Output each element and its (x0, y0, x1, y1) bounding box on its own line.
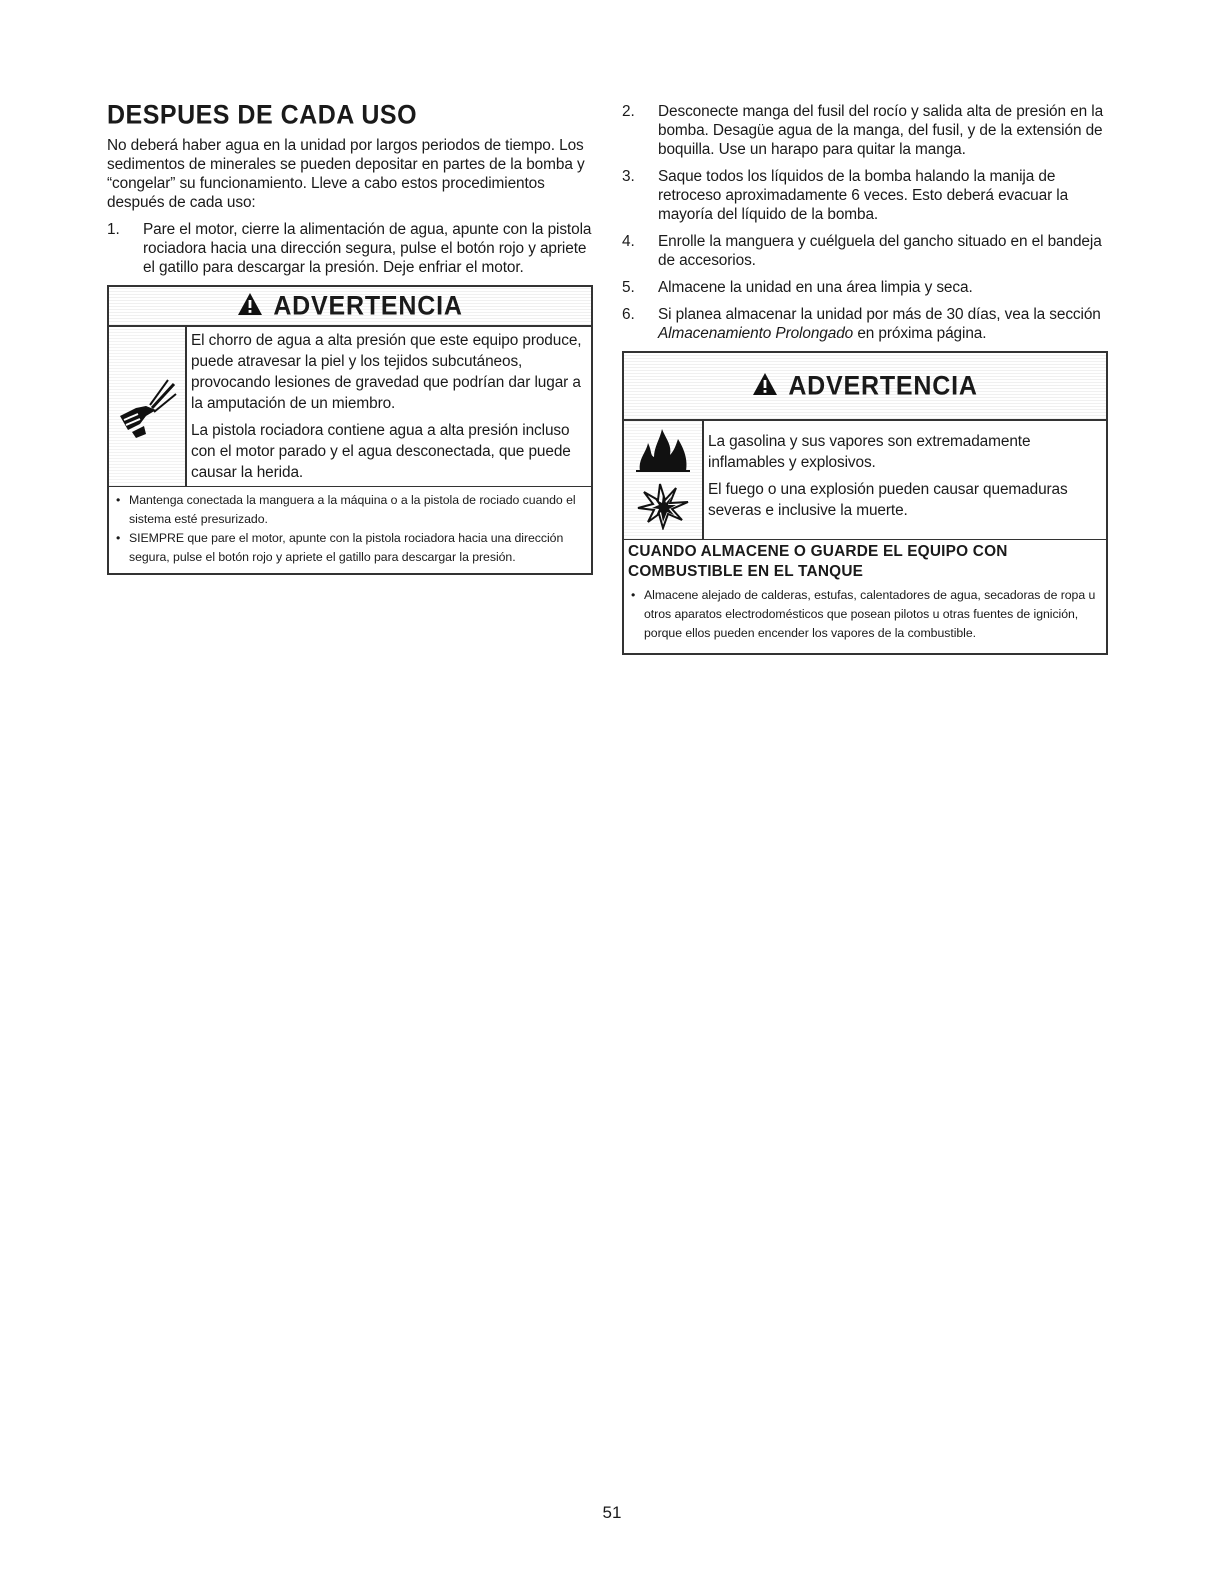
list-item: • SIEMPRE que pare el motor, apunte con la pistola rociadora hacia una dirección segura, pulse el botón rojo y apriete el gatillo para descargar la presión. (115, 529, 585, 567)
fuel-warning-box (622, 351, 1108, 655)
explosion-hazard-icon (634, 478, 692, 535)
warning-triangle-icon (752, 372, 778, 401)
step-number: 2. (622, 103, 635, 120)
warning-header (109, 287, 591, 327)
list-item (622, 305, 1108, 343)
warning-bullets (109, 487, 591, 573)
warning-text (187, 327, 591, 486)
warning-paragraph: La gasolina y sus vapores son extremadamente inflamables y explosivos. (708, 433, 1031, 471)
step-text-emphasis: Almacenamiento Prolongado (658, 325, 854, 342)
warning-title: ADVERTENCIA (273, 290, 463, 321)
warning-bullets (624, 582, 1106, 653)
fuel-storage-subheading: CUANDO ALMACENE O GUARDE EL EQUIPO CON COMBUSTIBLE EN EL TANQUE (628, 543, 1008, 580)
step-number: 4. (622, 233, 635, 250)
list-item: • Mantenga conectada la manguera a la máquina o a la pistola de rociado cuando el sistema esté presurizado. (115, 491, 585, 529)
list-item (107, 220, 593, 277)
list-item (622, 102, 1108, 159)
step-text-pre: Si planea almacenar la unidad por más de 30 días, vea la sección (658, 306, 1101, 323)
step-text: Almacene la unidad en una área limpia y seca. (658, 279, 973, 296)
step-number: 6. (622, 306, 635, 323)
step-text: Saque todos los líquidos de la bomba halando la manija de retroceso aproximadamente 6 veces. Esto deberá evacuar la mayoría del líquido de la bomba. (658, 168, 1069, 223)
warning-paragraph: La pistola rociadora contiene agua a alta presión incluso con el motor parado y el agua desconectada, que puede causar la herida. (191, 422, 571, 481)
list-item: • Almacene alejado de calderas, estufas, calentadores de agua, secadoras de ropa u otros aparatos electrodomésticos que posean pilotos u otras fuentes de ignición, porque ellos pueden encender los vapores de la combustible. (630, 586, 1100, 643)
right-column (622, 102, 1108, 655)
warning-text (704, 421, 1106, 539)
high-pressure-spray-hazard-icon (109, 327, 187, 486)
steps-list-right (622, 102, 1108, 343)
step-number: 5. (622, 279, 635, 296)
step-text-post: en próxima página. (853, 325, 987, 342)
step-text: Enrolle la manguera y cuélguela del gancho situado en el bandeja de accesorios. (658, 233, 1102, 269)
warning-paragraph: El fuego o una explosión pueden causar quemaduras severas e inclusive la muerte. (708, 481, 1068, 519)
hazard-icons (624, 421, 704, 539)
fire-hazard-icon (634, 425, 692, 478)
step-text: Desconecte manga del fusil del rocío y salida alta de presión en la bomba. Desagüe agua de la manga, del fusil, y de la extensión de boquilla. Use un harapo para quitar la manga. (658, 103, 1104, 158)
list-item (622, 167, 1108, 224)
step-number: 1. (107, 221, 120, 238)
warning-paragraph: El chorro de agua a alta presión que este equipo produce, puede atravesar la piel y los tejidos subcutáneos, provocando lesiones de gravedad que podrían dar lugar a la amputación de un miembro. (191, 332, 582, 412)
warning-header (624, 353, 1106, 421)
list-item (622, 232, 1108, 270)
warning-body (109, 327, 591, 487)
warning-triangle-icon (237, 292, 263, 321)
list-item (622, 278, 1108, 297)
high-pressure-warning-box (107, 285, 593, 575)
left-column (107, 96, 593, 575)
step-number: 3. (622, 168, 635, 185)
warning-body (624, 421, 1106, 540)
section-heading: DESPUES DE CADA USO (107, 99, 418, 131)
warning-title: ADVERTENCIA (788, 370, 978, 401)
step-text: Pare el motor, cierre la alimentación de agua, apunte con la pistola rociadora hacia una dirección segura, pulse el botón rojo y apriete el gatillo para descargar la presión. Deje enfriar el motor. (143, 221, 592, 276)
intro-paragraph: No deberá haber agua en la unidad por largos periodos de tiempo. Los sedimentos de minerales se pueden depositar en partes de la bomba y “congelar” su funcionamiento. Lleve a cabo estos procedimientos después de cada uso: (107, 137, 585, 211)
page-number: 51 (602, 1503, 622, 1522)
steps-list-left (107, 220, 593, 277)
